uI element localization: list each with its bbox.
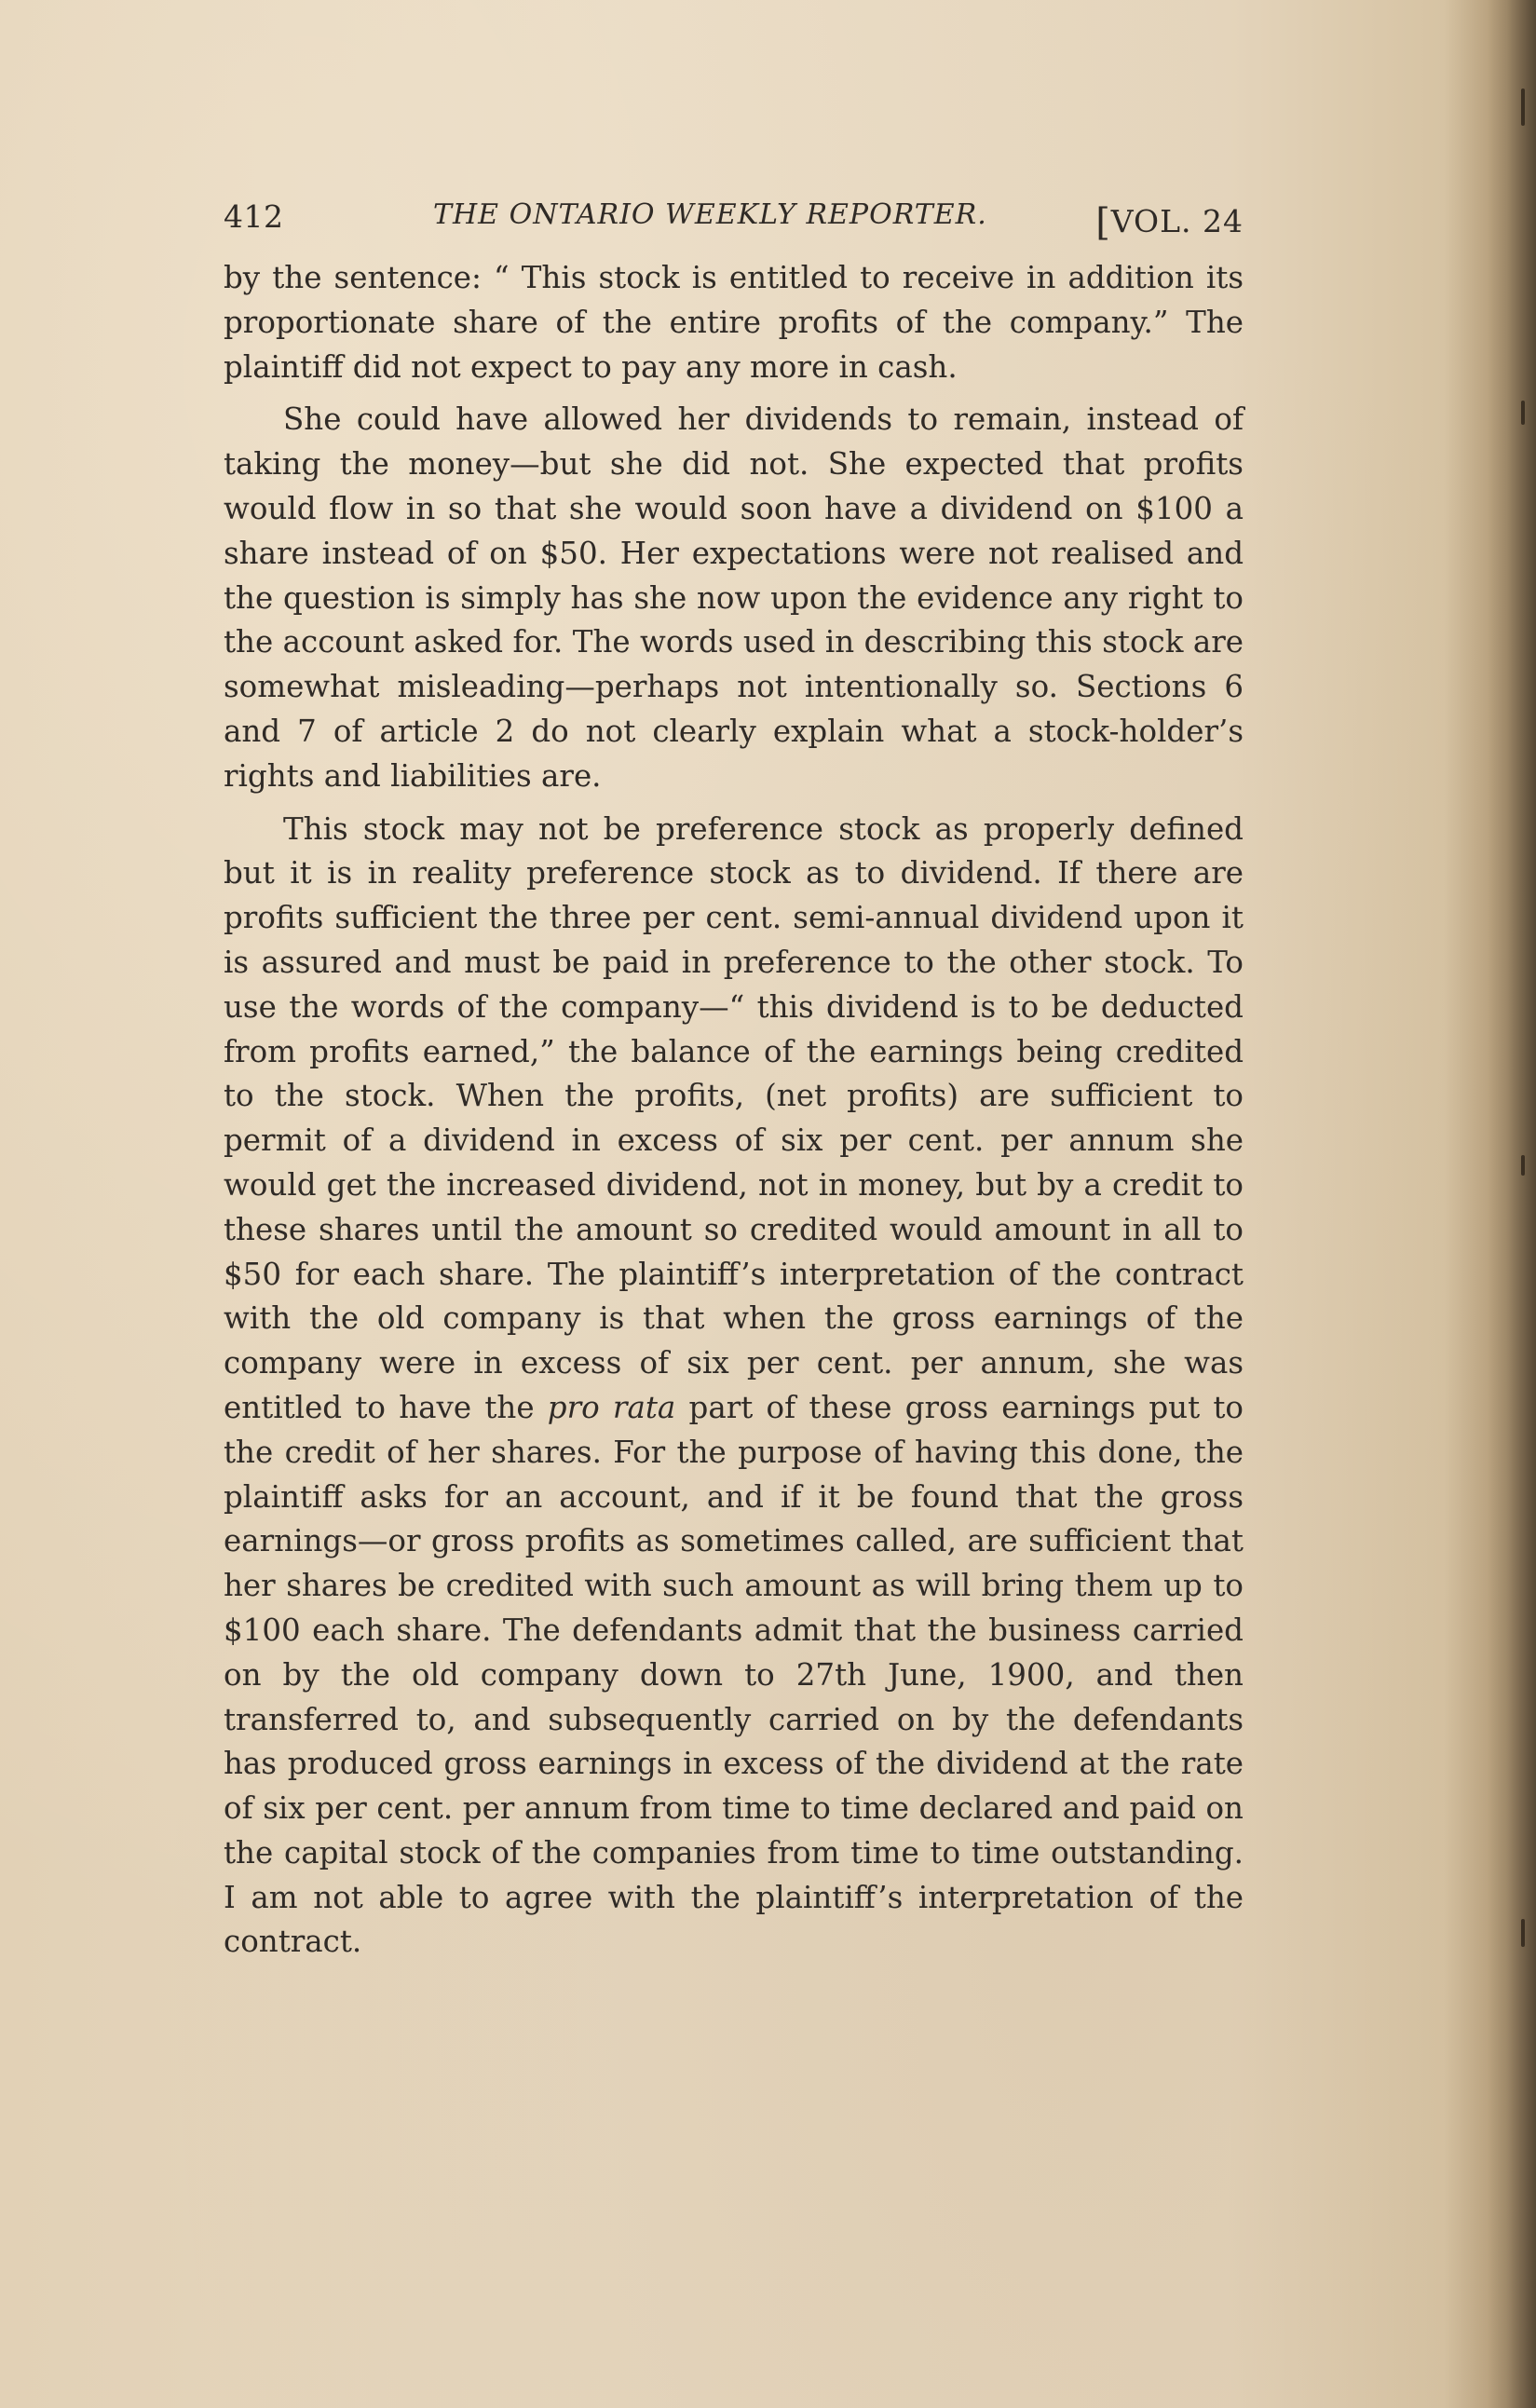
- binding-thread-mark: [1521, 1155, 1525, 1176]
- book-binding-edge: [1488, 0, 1536, 2408]
- binding-thread-mark: [1521, 1919, 1525, 1947]
- body-text: [224, 256, 1244, 1965]
- volume-bracket: [: [1095, 201, 1111, 244]
- paragraph-continued: by the sentence: “ This stock is entitled to receive in addition its proportionate share of the entire profits of the company.” The plaintiff did not expect to pay any more in cash.: [224, 260, 1244, 385]
- paragraph-preference-stock: [224, 808, 1244, 1966]
- volume-label: [1095, 198, 1244, 244]
- journal-title: THE ONTARIO WEEKLY REPORTER.: [433, 198, 987, 231]
- binding-thread-mark: [1521, 88, 1525, 126]
- page-number: 412: [224, 198, 284, 235]
- running-head: [224, 191, 1244, 247]
- paragraph-dividends: She could have allowed her dividends to remain, instead of taking the money—but she did not. She expected that profits would flow in so that she would soon have a dividend on $100 a share instead of on $50. Her expectations were not realised and the question is simply has she now upon the evidence any right to the account asked for. The words used in describing this stock are somewhat misleading—perhaps not intentionally so. Sections 6 and 7 of article 2 do not clearly explain what a stock-holder’s rights and liabilities are.: [224, 401, 1244, 794]
- volume-number: VOL. 24: [1110, 203, 1244, 239]
- italic-phrase: pro rata: [547, 1389, 676, 1425]
- paragraph-text-part: This stock may not be preference stock as properly defined but it is in reality preference stock as to dividend. If there are profits sufficient the three per cent. semi-annual dividend upon it is assured and must be paid in preference to the other stock. To use the words of the company—“ this dividend is to be deducted from profits earned,” the balance of the earnings being credited to the stock. When the profits, (net profits) are sufficient to permit of a dividend in excess of six per cent. per annum she would get the increased dividend, not in money, but by a credit to these shares until the amount so credited would amount in all to $50 for each share. The plaintiff’s interpretation of the contract with the old company is that when the gross earnings of the company were in excess of six per cent. per annum, she was entitled to have the: [224, 810, 1244, 1425]
- page-content: [224, 191, 1244, 1965]
- binding-thread-mark: [1521, 401, 1525, 425]
- paragraph-text-part: part of these gross earnings put to the credit of her shares. For the purpose of having this done, the plaintiff asks for an account, and if it be found that the gross earnings—or gross profits as sometimes called, are sufficient that her shares be credited with such amount as will bring them up to $100 each share. The defendants admit that the business carried on by the old company down to 27th June, 1900, and then transferred to, and subsequently carried on by the defendants has produced gross earnings in excess of the dividend at the rate of six per cent. per annum from time to time declared and paid on the capital stock of the companies from time to time outstanding. I am not able to agree with the plaintiff’s interpretation of the contract.: [224, 1389, 1244, 1960]
